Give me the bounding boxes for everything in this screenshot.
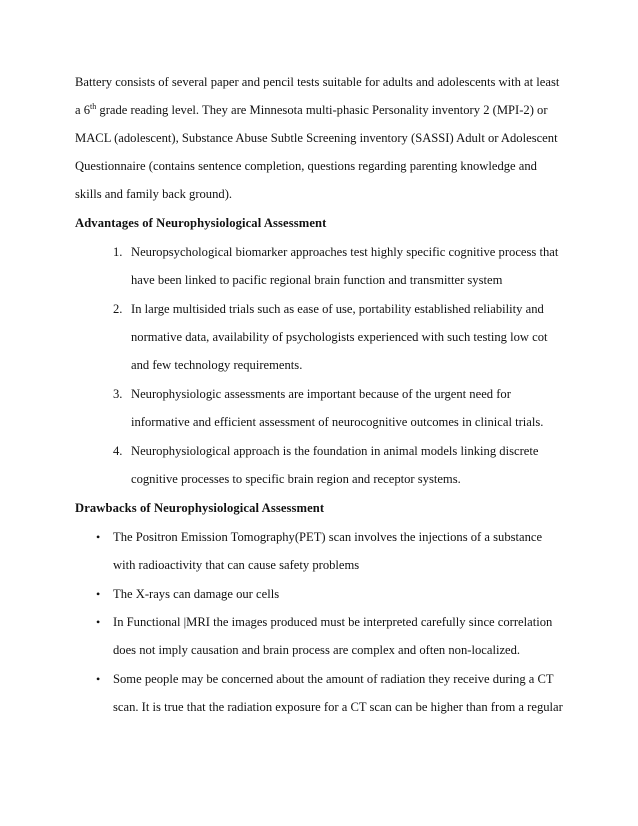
drawback-1-line-2: with radioactivity that can cause safety problems <box>113 558 360 572</box>
drawback-4-line-1: Some people may be concerned about the amount of radiation they receive during a CT <box>113 672 554 686</box>
drawbacks-heading: Drawbacks of Neurophysiological Assessment <box>75 501 325 515</box>
advantage-2-line-3: and few technology requirements. <box>131 358 303 372</box>
drawback-4-line-2: scan. It is true that the radiation exposure for a CT scan can be higher than from a regular <box>113 700 563 714</box>
advantage-number: 2. <box>113 302 123 316</box>
intro-line-2-sup: th <box>90 102 97 111</box>
intro-line-2-post: grade reading level. They are Minnesota multi-phasic Personality inventory 2 (MPI-2) or <box>96 103 548 117</box>
drawback-3-line-2: does not imply causation and brain process are complex and often non-localized. <box>113 643 521 657</box>
intro-line-2 <box>75 102 548 118</box>
advantage-2-line-1: In large multisided trials such as ease of use, portability established reliability and <box>131 302 544 316</box>
drawback-2-line-1: The X-rays can damage our cells <box>113 587 280 601</box>
advantage-2-line-2: normative data, availability of psychologists experienced with such testing low cot <box>131 330 548 344</box>
advantage-4-line-2: cognitive processes to specific brain region and receptor systems. <box>131 472 461 486</box>
intro-line-1: Battery consists of several paper and pencil tests suitable for adults and adolescents with at least <box>75 75 560 89</box>
intro-line-5: skills and family back ground). <box>75 187 233 201</box>
advantage-3-line-1: Neurophysiologic assessments are important because of the urgent need for <box>131 387 511 401</box>
drawback-3-line-1: In Functional |MRI the images produced must be interpreted carefully since correlation <box>113 615 553 629</box>
bullet-icon: • <box>96 672 101 686</box>
bullet-icon: • <box>96 530 101 544</box>
advantage-4-line-1: Neurophysiological approach is the foundation in animal models linking discrete <box>131 444 539 458</box>
advantages-heading: Advantages of Neurophysiological Assessment <box>75 216 327 230</box>
intro-line-2-pre: a 6 <box>75 103 91 117</box>
advantage-number: 1. <box>113 245 123 259</box>
intro-line-3: MACL (adolescent), Substance Abuse Subtle Screening inventory (SASSI) Adult or Adolescent <box>75 131 558 145</box>
advantage-number: 4. <box>113 444 123 458</box>
drawback-1-line-1: The Positron Emission Tomography(PET) scan involves the injections of a substance <box>113 530 543 544</box>
intro-line-4: Questionnaire (contains sentence completion, questions regarding parenting knowledge and <box>75 159 537 173</box>
advantage-1-line-2: have been linked to pacific regional brain function and transmitter system <box>131 273 503 287</box>
bullet-icon: • <box>96 615 101 629</box>
advantage-1-line-1: Neuropsychological biomarker approaches test highly specific cognitive process that <box>131 245 559 259</box>
bullet-icon: • <box>96 587 101 601</box>
advantage-3-line-2: informative and efficient assessment of neurocognitive outcomes in clinical trials. <box>131 415 544 429</box>
advantage-number: 3. <box>113 387 123 401</box>
